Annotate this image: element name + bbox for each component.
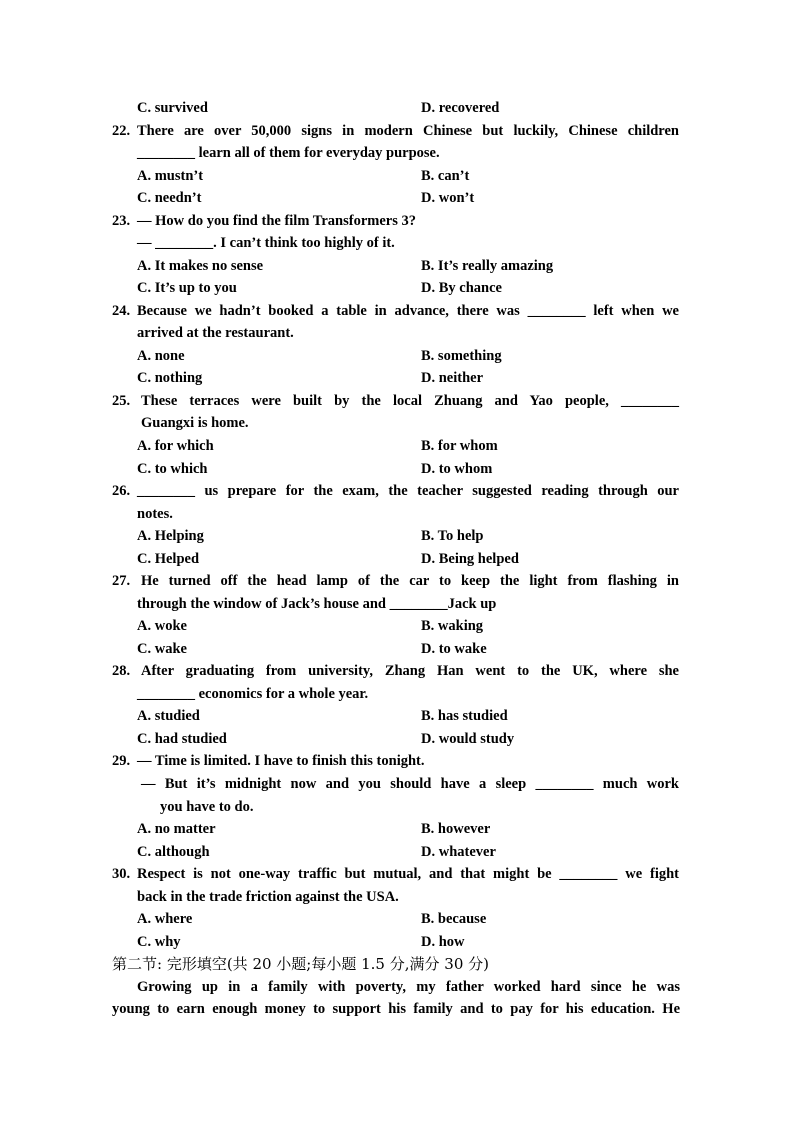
option-d: D. By chance (421, 280, 502, 296)
question-stem-line: He turned off the head lamp of the car to keep the light from flashing in (141, 573, 679, 589)
question-number: 28. (112, 663, 131, 679)
option-d: D. how (421, 934, 465, 950)
option-b: B. waking (421, 618, 484, 634)
option-c: C. although (137, 844, 210, 860)
option-a: A. mustn’t (137, 168, 204, 184)
option-a: A. Helping (137, 528, 204, 544)
question-stem-line: Guangxi is home. (141, 415, 249, 431)
question-stem-line: you have to do. (160, 799, 254, 815)
question-stem-line: through the window of Jack’s house and ________Jack up (137, 596, 497, 612)
option-a: A. where (137, 911, 193, 927)
question-stem-line: arrived at the restaurant. (137, 325, 294, 341)
option-a: A. for which (137, 438, 214, 454)
option-c: C. why (137, 934, 181, 950)
question-stem-line: There are over 50,000 signs in modern Chinese but luckily, Chinese children (137, 123, 679, 139)
passage-line: young to earn enough money to support his family and to pay for his education. He (112, 1001, 680, 1017)
question-stem-line: ________ learn all of them for everyday purpose. (137, 145, 440, 161)
question-stem-line: ________ economics for a whole year. (137, 686, 369, 702)
option-c: C. nothing (137, 370, 203, 386)
option-b: B. however (421, 821, 491, 837)
option-d: D. would study (421, 731, 515, 747)
question-stem-line: Because we hadn’t booked a table in advance, there was ________ left when we (137, 303, 679, 319)
option-a: A. none (137, 348, 185, 364)
question-stem-line: — Time is limited. I have to finish this tonight. (137, 753, 425, 769)
option-b: B. for whom (421, 438, 498, 454)
question-stem-line: — But it’s midnight now and you should have a sleep ________ much work (141, 776, 679, 792)
option-d: D. whatever (421, 844, 496, 860)
option-d: D. won’t (421, 190, 475, 206)
option-b: B. can’t (421, 168, 470, 184)
question-stem-line: — How do you find the film Transformers 3? (137, 213, 416, 229)
option-b: B. It’s really amazing (421, 258, 554, 274)
option-d: D. to whom (421, 461, 493, 477)
question-number: 22. (112, 123, 131, 139)
option-a: A. It makes no sense (137, 258, 264, 274)
option-c: C. It’s up to you (137, 280, 237, 296)
question-stem-line: Respect is not one-way traffic but mutual, and that might be ________ we fight (137, 866, 679, 882)
option-b: B. something (421, 348, 502, 364)
question-number: 24. (112, 303, 131, 319)
option-a: A. no matter (137, 821, 216, 837)
option-d: D. recovered (421, 100, 500, 116)
option-c: C. to which (137, 461, 208, 477)
option-c: C. Helped (137, 551, 200, 567)
option-c: C. survived (137, 100, 208, 116)
question-number: 30. (112, 866, 131, 882)
question-number: 25. (112, 393, 131, 409)
option-d: D. Being helped (421, 551, 519, 567)
question-stem-line: After graduating from university, Zhang Han went to the UK, where she (141, 663, 679, 679)
option-d: D. to wake (421, 641, 487, 657)
question-stem-line: These terraces were built by the local Zhuang and Yao people, ________ (141, 393, 679, 409)
option-c: C. needn’t (137, 190, 202, 206)
question-number: 23. (112, 213, 131, 229)
question-number: 29. (112, 753, 131, 769)
option-d: D. neither (421, 370, 484, 386)
passage-line: Growing up in a family with poverty, my father worked hard since he was (137, 979, 680, 995)
option-c: C. wake (137, 641, 187, 657)
question-number: 26. (112, 483, 131, 499)
question-stem-line: notes. (137, 506, 173, 522)
option-c: C. had studied (137, 731, 227, 747)
option-b: B. has studied (421, 708, 508, 724)
question-number: 27. (112, 573, 131, 589)
question-stem-line: ________ us prepare for the exam, the teacher suggested reading through our (137, 483, 679, 499)
option-a: A. studied (137, 708, 200, 724)
section-heading: 第二节: 完形填空(共 20 小题;每小题 1.5 分,满分 30 分) (112, 955, 489, 973)
option-b: B. To help (421, 528, 484, 544)
question-stem-line: — ________. I can’t think too highly of it. (137, 235, 395, 251)
question-stem-line: back in the trade friction against the USA. (137, 889, 399, 905)
option-b: B. because (421, 911, 487, 927)
option-a: A. woke (137, 618, 187, 634)
